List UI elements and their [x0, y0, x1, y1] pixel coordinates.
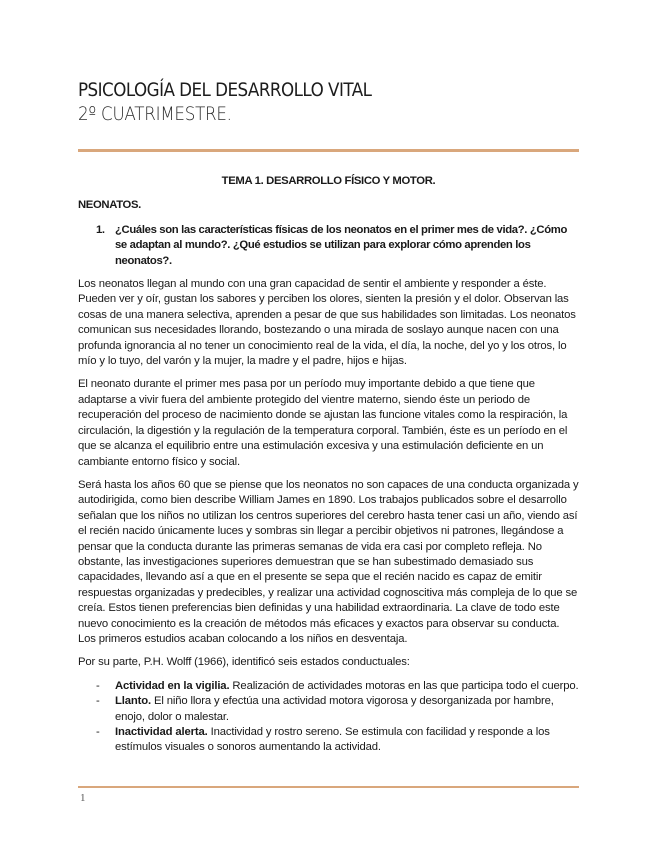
- state-term: Actividad en la vigilia.: [115, 679, 230, 692]
- list-item: [78, 694, 579, 725]
- document-header: [78, 78, 578, 126]
- header-divider: [78, 149, 579, 152]
- behavioral-states-list: [78, 679, 579, 756]
- state-term: Inactividad alerta.: [115, 726, 208, 738]
- state-term: Llanto.: [115, 695, 151, 708]
- paragraph-3: Será hasta los años 60 que se piense que los neonatos no son capaces de una conducta organizada y autodirigida, como bien describe William James en 1890. Los trabajos publicados sobre el desarrollo señalan que los niños no utilizan los centros superiores del cerebro hasta tener casi un año, viendo así el recién nacido únicamente luces y sombras sin llegar a percibir objetivos ni patrones, llegándose a pensar que la conducta durante las primeras semanas de vida era casi por completo refleja. No obstante, las investigaciones superiores demuestran que se han subestimado demasiado sus capacidades, llevando así a que en el presente se sepa que el recién nacido es capaz de emitir respuestas organizadas y predecibles, y realizar una actividad cognoscitiva más compleja de lo que se creía. Estos tienen preferencias bien definidas y una habilidad extraordinaria. La clave de todo este nuevo conocimiento es la creación de métodos más eficaces y exactos para observar su conducta. Los primeros estudios acaban colocando a los niños en desventaja.: [78, 478, 579, 645]
- question-list: [78, 223, 579, 269]
- bullet-marker: -: [96, 726, 100, 738]
- paragraph-2: El neonato durante el primer mes pasa por un período muy importante debido a que tiene que adaptarse a vivir fuera del ambiente protegido del vientre materno, siendo éste un periodo de recuperación del proceso de nacimiento donde se ajustan las funcione vitales como la respiración, la circulación, la digestión y la regulación de la temperatura corporal. También, éste es un período en el que se alcanza el equilibrio entre una estimulación excesiva y una estimulación deficiente en un cambiante entorno físico y social.: [78, 378, 568, 468]
- document-subtitle: 2º CUATRIMESTRE.: [78, 103, 232, 125]
- question-item: [78, 223, 579, 269]
- document-title: PSICOLOGÍA DEL DESARROLLO VITAL: [78, 79, 372, 101]
- document-body: [78, 174, 579, 756]
- paragraph-4: Por su parte, P.H. Wolff (1966), identificó seis estados conductuales:: [78, 656, 410, 669]
- section-title: NEONATOS.: [78, 199, 141, 212]
- question-number: 1.: [96, 223, 105, 236]
- chapter-title: TEMA 1. DESARROLLO FÍSICO Y MOTOR.: [221, 175, 436, 187]
- bullet-marker: -: [96, 679, 100, 692]
- question-text: ¿Cuáles son las características físicas de los neonatos en el primer mes de vida?. ¿Cómo se adaptan al mundo?. ¿Qué estudios se utilizan para explorar cómo aprenden los neonatos?.: [115, 223, 568, 267]
- paragraph-1: Los neonatos llegan al mundo con una gran capacidad de sentir el ambiente y responder a éste. Pueden ver y oír, gustan los sabores y perciben los olores, sienten la presión y el dolor. Observan las cosas de una manera selectiva, aprenden a pesar de que sus habilidades son limitadas. Los neonatos comunican sus necesidades llorando, bostezando o una mirada de soslayo aunque nacen con una profunda ignorancia al no tener un conocimiento real de la vida, el día, la noche, del yo y los otros, lo mío y lo tuyo, del varón y la mujer, la madre y el padre, hijos e hijas.: [78, 278, 576, 368]
- list-item: [78, 725, 579, 756]
- list-item: [78, 679, 579, 694]
- footer-divider: [78, 786, 579, 788]
- state-description: Realización de actividades motoras en las que participa todo el cuerpo.: [229, 679, 579, 692]
- page-number: 1: [80, 792, 86, 804]
- state-description: El niño llora y efectúa una actividad motora vigorosa y desorganizada por hambre, enojo, dolor o malestar.: [115, 695, 554, 723]
- bullet-marker: -: [96, 695, 100, 708]
- state-description: Inactividad y rostro sereno. Se estimula con facilidad y responde a los estímulos visuales o sonoros aumentando la actividad.: [115, 726, 550, 754]
